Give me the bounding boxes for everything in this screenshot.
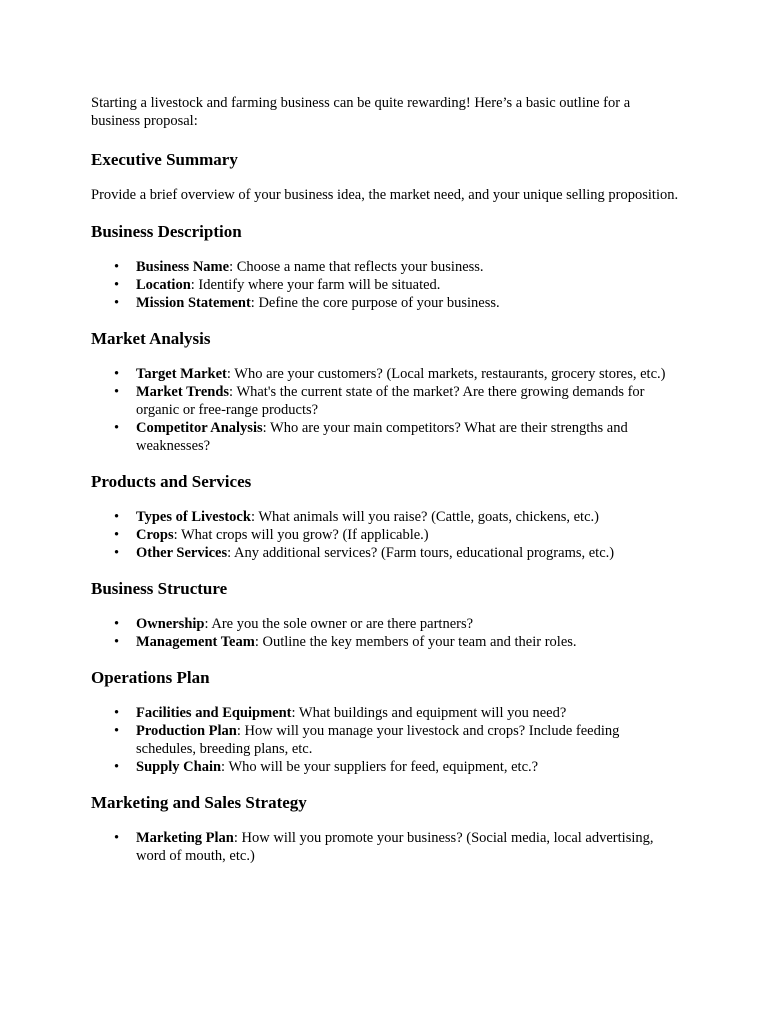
bullet-icon: • bbox=[114, 420, 120, 436]
list-item bbox=[114, 544, 681, 562]
item-term: Other Services bbox=[136, 545, 228, 561]
section-heading-executive-summary: Executive Summary bbox=[91, 150, 238, 169]
list-item bbox=[114, 704, 681, 722]
bullet-icon: • bbox=[114, 527, 120, 543]
market-analysis-list bbox=[91, 365, 681, 455]
item-text: : What crops will you grow? (If applicable.) bbox=[173, 527, 429, 543]
item-term: Market Trends bbox=[136, 384, 230, 400]
item-term: Ownership bbox=[136, 616, 205, 632]
section-heading-market-analysis: Market Analysis bbox=[91, 329, 211, 348]
item-text: : How will you promote your business? (Social media, local advertising, word of mouth, etc.) bbox=[136, 830, 654, 864]
bullet-icon: • bbox=[114, 295, 120, 311]
business-structure-list bbox=[91, 615, 681, 651]
item-text: : How will you manage your livestock and crops? Include feeding schedules, breeding plans, etc. bbox=[136, 723, 620, 757]
list-item bbox=[114, 258, 681, 276]
list-item bbox=[114, 294, 681, 312]
item-text: : What's the current state of the market? Are there growing demands for organic or free-range products? bbox=[136, 384, 645, 418]
item-term: Marketing Plan bbox=[136, 830, 234, 846]
bullet-icon: • bbox=[114, 509, 120, 525]
operations-plan-list bbox=[91, 704, 681, 776]
item-text: : What buildings and equipment will you need? bbox=[291, 705, 567, 721]
item-text: : Are you the sole owner or are there partners? bbox=[204, 616, 474, 632]
item-term: Production Plan bbox=[136, 723, 237, 739]
document-body bbox=[91, 94, 681, 881]
item-text: : Who will be your suppliers for feed, equipment, etc.? bbox=[221, 759, 539, 775]
bullet-icon: • bbox=[114, 723, 120, 739]
section-heading-business-structure: Business Structure bbox=[91, 579, 228, 598]
section-heading-products-and-services: Products and Services bbox=[91, 472, 252, 491]
item-term: Types of Livestock bbox=[136, 509, 251, 525]
item-text: : Identify where your farm will be situated. bbox=[190, 277, 441, 293]
executive-summary-paragraph: Provide a brief overview of your business idea, the market need, and your unique selling proposition. bbox=[91, 187, 679, 203]
list-item bbox=[114, 633, 681, 651]
list-item bbox=[114, 615, 681, 633]
item-text: : Define the core purpose of your business. bbox=[250, 295, 500, 311]
item-text: : What animals will you raise? (Cattle, goats, chickens, etc.) bbox=[250, 509, 599, 525]
item-term: Crops bbox=[136, 527, 174, 543]
list-item bbox=[114, 758, 681, 776]
business-description-list bbox=[91, 258, 681, 312]
item-text: : Any additional services? (Farm tours, educational programs, etc.) bbox=[227, 545, 615, 561]
bullet-icon: • bbox=[114, 277, 120, 293]
item-term: Business Name bbox=[136, 259, 230, 275]
bullet-icon: • bbox=[114, 634, 120, 650]
section-heading-operations-plan: Operations Plan bbox=[91, 668, 210, 687]
list-item bbox=[114, 508, 681, 526]
list-item bbox=[114, 276, 681, 294]
list-item bbox=[114, 829, 681, 865]
item-text: : Who are your customers? (Local markets, restaurants, grocery stores, etc.) bbox=[226, 366, 666, 382]
marketing-and-sales-list bbox=[91, 829, 681, 865]
item-term: Facilities and Equipment bbox=[136, 705, 292, 721]
intro-paragraph: Starting a livestock and farming business can be quite rewarding! Here’s a basic outline for a business proposal: bbox=[91, 95, 631, 129]
bullet-icon: • bbox=[114, 705, 120, 721]
bullet-icon: • bbox=[114, 830, 120, 846]
bullet-icon: • bbox=[114, 759, 120, 775]
list-item bbox=[114, 722, 681, 758]
section-heading-business-description: Business Description bbox=[91, 222, 242, 241]
section-heading-marketing-and-sales-strategy: Marketing and Sales Strategy bbox=[91, 793, 307, 812]
item-text: : Choose a name that reflects your business. bbox=[229, 259, 484, 275]
item-text: : Who are your main competitors? What are their strengths and weaknesses? bbox=[136, 420, 628, 454]
list-item bbox=[114, 419, 681, 455]
list-item bbox=[114, 383, 681, 419]
bullet-icon: • bbox=[114, 616, 120, 632]
list-item bbox=[114, 365, 681, 383]
list-item bbox=[114, 526, 681, 544]
item-term: Supply Chain bbox=[136, 759, 222, 775]
item-text: : Outline the key members of your team and their roles. bbox=[254, 634, 577, 650]
item-term: Location bbox=[136, 277, 191, 293]
bullet-icon: • bbox=[114, 259, 120, 275]
item-term: Competitor Analysis bbox=[136, 420, 263, 436]
products-and-services-list bbox=[91, 508, 681, 562]
item-term: Management Team bbox=[136, 634, 255, 650]
bullet-icon: • bbox=[114, 384, 120, 400]
bullet-icon: • bbox=[114, 366, 120, 382]
item-term: Target Market bbox=[136, 366, 227, 382]
bullet-icon: • bbox=[114, 545, 120, 561]
item-term: Mission Statement bbox=[136, 295, 251, 311]
